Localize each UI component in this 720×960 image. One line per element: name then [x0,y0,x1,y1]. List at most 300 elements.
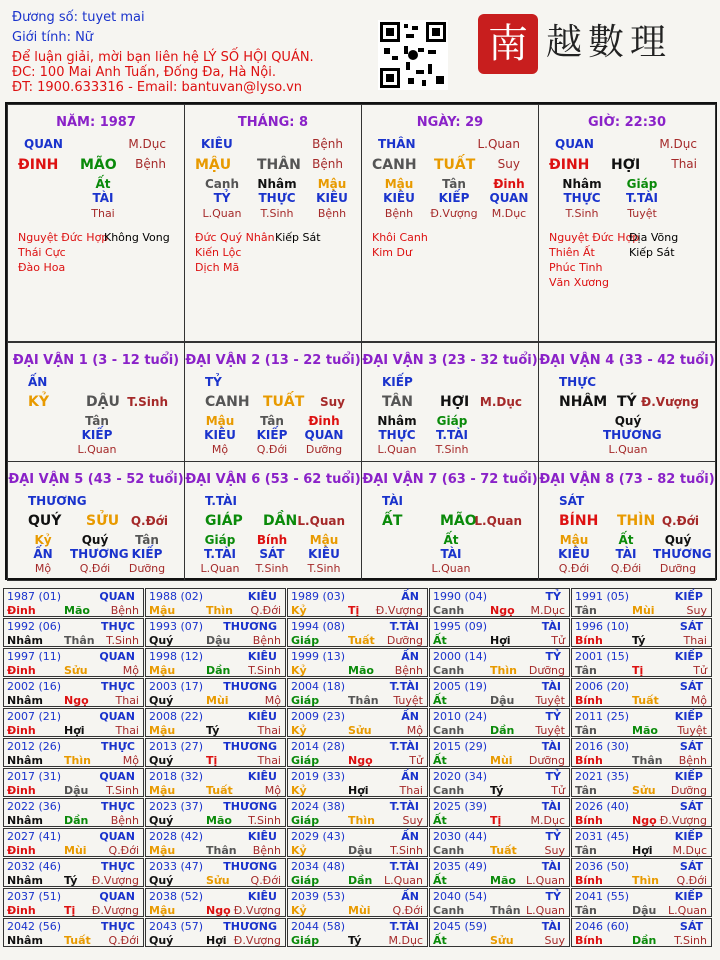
pillar-cell [538,104,716,342]
seal-logo: 南 [478,14,538,74]
hidden-stage: L.Quan [202,207,242,220]
pillar-note: Dịch Mã [195,261,240,274]
year-branch: Hợi [632,844,653,857]
year-stem: Đinh [7,724,36,737]
year-branch: Tị [632,664,644,677]
year-cell [571,858,712,887]
year-label: 2022 (36) [7,800,62,813]
pillar-cell [361,104,539,342]
dv-hidden-stage: L.Quan [377,443,417,456]
year-cell [287,888,428,917]
year-label: 2017 (31) [7,770,62,783]
dv-hidden-stage: Dưỡng [305,443,343,456]
year-star: QUAN [99,710,135,723]
year-stem: Đinh [7,604,36,617]
pillar-title: GIỜ: 22:30 [588,115,666,130]
year-star: QUAN [99,770,135,783]
year-star: ẤN [401,830,419,843]
year-stem: Nhâm [7,634,43,647]
year-cell [429,858,570,887]
pillar-stem: ĐINH [549,157,590,173]
dv-hidden-star: TÀI [615,547,637,561]
year-cell [429,678,570,707]
year-cell [571,768,712,797]
year-stem: Tân [575,844,597,857]
dv-hidden-stage: Mộ [34,562,52,575]
year-label: 2041 (55) [575,890,630,903]
dv-hidden-stage: L.Quan [608,443,648,456]
year-star: KIẾP [674,770,703,783]
year-branch: Mùi [64,844,87,857]
year-star: KIẾP [674,710,703,723]
year-stage: Mộ [690,694,707,707]
year-stage: Bệnh [252,844,281,857]
dv-hidden-star: KIÊU [308,547,340,561]
year-stem: Giáp [291,634,320,647]
year-stem: Mậu [149,904,176,917]
year-stem: Ất [433,814,447,827]
dv-hidden-stage: Q.Đới [256,443,288,456]
dv-hidden-star: THƯƠNG [70,547,129,561]
year-label: 2042 (56) [7,920,62,933]
year-label: 2024 (38) [291,800,346,813]
year-label: 2002 (16) [7,680,62,693]
dai-van-stage: Q.Đới [661,514,699,528]
brand-logo: 越數理 [546,22,673,63]
year-label: 2025 (39) [433,800,488,813]
dai-van-title: ĐẠI VẬN 1 (3 - 12 tuổi) [12,353,180,368]
year-label: 2010 (24) [433,710,488,723]
year-label: 2007 (21) [7,710,62,723]
year-cell [145,828,286,857]
year-label: 2023 (37) [149,800,204,813]
dai-van-title: ĐẠI VẬN 5 (43 - 52 tuổi) [8,472,184,487]
year-branch: Ngọ [490,604,515,617]
dai-van-stage: Suy [319,395,345,409]
year-cell [3,708,144,737]
year-stem: Kỷ [291,664,307,677]
pillar-star: QUAN [24,137,63,151]
year-stem: Ất [433,694,447,707]
year-cell [287,768,428,797]
year-cell [287,798,428,827]
year-label: 1999 (13) [291,650,346,663]
year-stem: Canh [433,784,465,797]
year-label: 2001 (15) [575,650,630,663]
dai-van-cell [361,342,539,462]
year-label: 2005 (19) [433,680,488,693]
pillar-note: Thái Cực [18,246,66,259]
dai-van-star: THỰC [559,375,597,389]
year-stage: Mộ [264,784,281,797]
dai-van-cell [184,342,362,462]
year-label: 1996 (10) [575,620,630,633]
year-stem: Bính [575,634,603,647]
year-stem: Tân [575,724,597,737]
year-stage: Tử [409,754,423,767]
year-stem: Giáp [291,874,320,887]
year-star: SÁT [679,740,703,753]
year-label: 2039 (53) [291,890,346,903]
dai-van-title: ĐẠI VẬN 2 (13 - 22 tuổi) [185,353,361,368]
year-cell [571,828,712,857]
dv-hidden-star: KIÊU [204,428,236,442]
hidden-stage: T.Sinh [565,207,599,220]
dai-van-stem: TÂN [382,394,414,410]
year-label: 2044 (58) [291,920,346,933]
year-stage: Đ.Vượng [233,934,281,947]
year-stage: L.Quan [526,874,565,887]
year-star: T.TÀI [389,680,419,693]
year-stage: Tuyệt [393,694,423,707]
year-cell [429,738,570,767]
year-label: 1987 (01) [7,590,62,603]
year-label: 2035 (49) [433,860,488,873]
year-stem: Giáp [291,694,320,707]
year-stage: Mộ [122,754,139,767]
year-stem: Đinh [7,904,36,917]
year-cell [145,708,286,737]
year-stage: Thai [399,784,423,797]
pillar-life-stage: M.Dục [128,137,166,151]
year-label: 2030 (44) [433,830,488,843]
year-branch: Dần [632,934,657,947]
pillar-note-right: Kiếp Sát [275,231,321,244]
year-stem: Quý [149,754,174,767]
year-cell [145,798,286,827]
year-cell [429,768,570,797]
year-stage: Mộ [264,694,281,707]
year-stem: Quý [149,634,174,647]
year-star: ẤN [401,590,419,603]
year-branch: Hợi [206,934,227,947]
year-stage: Bệnh [394,664,423,677]
hidden-stage: Bệnh [384,207,414,220]
year-stage: Q.Đới [392,904,423,917]
year-star: SÁT [679,680,703,693]
year-star: KIÊU [247,590,277,603]
dai-van-cell [7,342,185,462]
dv-hidden-stem: Kỷ [34,533,52,547]
year-cell [3,618,144,647]
dv-hidden-stage: T.Sinh [307,562,341,575]
year-star: SÁT [679,920,703,933]
dv-hidden-star: T.TÀI [204,547,236,561]
dai-van-star: T.TÀI [205,494,237,508]
year-star: T.TÀI [389,860,419,873]
dai-van-stem: QUÝ [28,513,62,529]
year-cell [3,648,144,677]
year-label: 2009 (23) [291,710,346,723]
year-star: T.TÀI [389,740,419,753]
dai-van-star: KIẾP [382,375,413,389]
year-branch: Tị [206,754,218,767]
dai-van-branch: TUẤT [263,394,305,410]
year-stem: Nhâm [7,754,43,767]
hidden-stem: Ất [95,177,111,191]
hidden-star: QUAN [489,191,529,205]
year-branch: Sửu [632,784,656,797]
dai-van-cell [7,461,185,581]
dv-hidden-stem: Giáp [436,414,468,428]
year-star: ẤN [401,770,419,783]
year-star: T.TÀI [389,920,419,933]
year-branch: Ngọ [206,904,231,917]
year-stem: Đinh [7,844,36,857]
year-cell [429,648,570,677]
year-cell [145,618,286,647]
hidden-stem: Canh [205,177,239,191]
year-stage: Tử [551,634,565,647]
year-label: 2034 (48) [291,860,346,873]
dv-hidden-star: QUAN [304,428,344,442]
year-stem: Canh [433,724,465,737]
pillar-stem: MẬU [195,157,232,173]
year-stage: Tuyệt [677,724,707,737]
hidden-stem: Tân [442,177,466,191]
year-branch: Dần [206,664,231,677]
year-stem: Quý [149,934,174,947]
year-cell [145,888,286,917]
year-cell [3,828,144,857]
dv-hidden-stage: Q.Đới [558,562,590,575]
year-star: KIÊU [247,770,277,783]
year-star: TÀI [541,740,561,753]
dv-hidden-star: THỰC [378,428,416,442]
year-cell [3,798,144,827]
pillar-branch: TUẤT [434,157,476,173]
year-branch: Tuất [206,784,233,797]
year-star: KIẾP [674,650,703,663]
year-star: TÀI [541,920,561,933]
year-stage: Q.Đới [250,874,281,887]
dai-van-star: TỶ [205,375,222,389]
year-stage: Mộ [406,724,423,737]
year-branch: Thân [348,694,379,707]
year-stage: T.Sinh [674,934,707,947]
year-stage: M.Dục [530,604,565,617]
year-cell [571,618,712,647]
dai-van-title: ĐẠI VẬN 8 (73 - 82 tuổi) [539,472,715,487]
dai-van-stem: NHÂM [559,394,608,410]
dv-hidden-star: THƯƠNG [653,547,712,561]
pillar-branch-stage: Suy [497,157,520,171]
dai-van-branch: THÌN [617,513,656,529]
dai-van-stage: T.Sinh [127,395,168,409]
year-star: TÀI [541,800,561,813]
year-stem: Tân [575,904,597,917]
year-branch: Dậu [490,694,515,707]
hidden-star: THỰC [563,191,601,205]
pillar-branch-stage: Bệnh [312,157,343,171]
dai-van-title: ĐẠI VẬN 3 (23 - 32 tuổi) [362,353,538,368]
year-label: 2019 (33) [291,770,346,783]
year-star: KIÊU [247,890,277,903]
year-stage: Tử [551,784,565,797]
year-label: 2021 (35) [575,770,630,783]
year-cell [287,678,428,707]
hidden-star: TÀI [92,191,114,205]
year-branch: Thìn [206,604,233,617]
year-stem: Đinh [7,664,36,677]
year-stage: Thai [683,634,707,647]
year-star: QUAN [99,650,135,663]
year-star: TỶ [545,710,561,723]
dv-hidden-star: SÁT [259,547,285,561]
year-stage: L.Quan [384,874,423,887]
pillar-star: QUAN [555,137,594,151]
dai-van-stage: M.Dục [479,395,522,409]
year-cell [429,828,570,857]
dv-hidden-stage: T.Sinh [255,562,289,575]
dai-van-star: ẤN [28,375,48,389]
year-branch: Tý [348,934,362,947]
year-stage: Tuyệt [535,724,565,737]
year-branch: Dần [348,874,373,887]
year-stem: Ất [433,874,447,887]
year-stage: Đ.Vượng [375,604,423,617]
year-label: 2013 (27) [149,740,204,753]
year-branch: Sửu [348,724,372,737]
year-cell [287,858,428,887]
year-stem: Canh [433,664,465,677]
year-branch: Ngọ [348,754,373,767]
year-stem: Ất [433,754,447,767]
year-star: THƯƠNG [223,860,277,873]
year-stage: M.Dục [530,814,565,827]
contact-line: Để luận giải, mời bạn liên hệ LÝ SỐ HỘI QUÁN. [12,50,314,65]
year-label: 1989 (03) [291,590,346,603]
hidden-star: KIÊU [316,191,348,205]
year-branch: Dậu [206,634,231,647]
year-branch: Tý [206,724,220,737]
year-label: 1994 (08) [291,620,346,633]
year-label: 2006 (20) [575,680,630,693]
year-cell [571,798,712,827]
year-branch: Mão [64,604,90,617]
hidden-star: THỰC [258,191,296,205]
year-stage: Suy [686,604,707,617]
year-label: 2011 (25) [575,710,630,723]
year-stage: T.Sinh [248,664,281,677]
pillar-life-stage: Bệnh [312,137,343,151]
year-stem: Bính [575,694,603,707]
year-branch: Thìn [632,874,659,887]
year-label: 2000 (14) [433,650,488,663]
pillar-note: Đào Hoa [18,261,66,274]
dai-van-branch: HỢI [440,394,470,410]
year-label: 2020 (34) [433,770,488,783]
year-star: KIẾP [674,590,703,603]
dv-hidden-stem: Tân [135,533,159,547]
year-branch: Mão [206,814,232,827]
dai-van-star: TÀI [382,494,404,508]
dai-van-star: THƯƠNG [28,494,87,508]
year-stage: M.Dục [388,934,423,947]
year-label: 2046 (60) [575,920,630,933]
year-cell [287,738,428,767]
year-stage: Bệnh [678,754,707,767]
dai-van-title: ĐẠI VẬN 7 (63 - 72 tuổi) [362,472,538,487]
year-cell [429,588,570,617]
year-star: T.TÀI [389,800,419,813]
year-label: 2015 (29) [433,740,488,753]
year-stage: Dưỡng [670,784,707,797]
year-cell [145,648,286,677]
dai-van-stem: ẤT [382,513,403,529]
pillar-branch: THÂN [257,157,301,173]
dai-van-stem: BÍNH [559,513,599,529]
year-stem: Kỷ [291,784,307,797]
hidden-stem: Đinh [493,177,525,191]
year-cell [287,588,428,617]
year-branch: Thân [64,634,95,647]
year-stem: Ất [433,934,447,947]
year-branch: Thìn [64,754,91,767]
year-stage: T.Sinh [106,634,139,647]
year-cell [429,888,570,917]
year-cell [287,828,428,857]
dv-hidden-star: KIẾP [131,547,163,561]
dv-hidden-star: TÀI [440,547,462,561]
year-stage: Thai [257,724,281,737]
year-cell [571,738,712,767]
year-star: QUAN [99,890,135,903]
year-stem: Mậu [149,784,176,797]
dv-hidden-stage: Q.Đới [610,562,642,575]
year-stem: Bính [575,874,603,887]
hidden-star: KIÊU [383,191,415,205]
year-star: KIÊU [247,830,277,843]
year-star: THƯƠNG [223,620,277,633]
year-branch: Tý [64,874,78,887]
year-branch: Thân [632,754,663,767]
year-label: 2038 (52) [149,890,204,903]
year-stem: Tân [575,664,597,677]
year-branch: Dần [490,724,515,737]
year-stem: Canh [433,604,465,617]
year-label: 1997 (11) [7,650,62,663]
year-label: 2031 (45) [575,830,630,843]
year-stage: M.Dục [672,844,707,857]
dai-van-stem: KỶ [28,394,49,410]
year-stage: Đ.Vượng [91,904,139,917]
year-cell [287,918,428,947]
year-label: 2012 (26) [7,740,62,753]
year-star: ẤN [401,710,419,723]
year-label: 2016 (30) [575,740,630,753]
year-stem: Giáp [291,814,320,827]
year-stem: Bính [575,754,603,767]
hidden-stage: Bệnh [317,207,347,220]
year-branch: Tuất [348,634,375,647]
dv-hidden-star: KIÊU [558,547,590,561]
year-stem: Mậu [149,844,176,857]
year-branch: Sửu [64,664,88,677]
year-star: TỶ [545,830,561,843]
year-star: TỶ [545,770,561,783]
year-star: KIẾP [674,830,703,843]
dai-van-star: SÁT [559,494,585,508]
dv-hidden-stem: Quý [81,533,109,547]
year-cell [3,738,144,767]
year-branch: Tuất [64,934,91,947]
year-stem: Bính [575,934,603,947]
dv-hidden-star: THƯƠNG [603,428,662,442]
year-branch: Sửu [490,934,514,947]
year-stem: Ất [433,634,447,647]
pillar-title: THÁNG: 8 [237,115,309,130]
